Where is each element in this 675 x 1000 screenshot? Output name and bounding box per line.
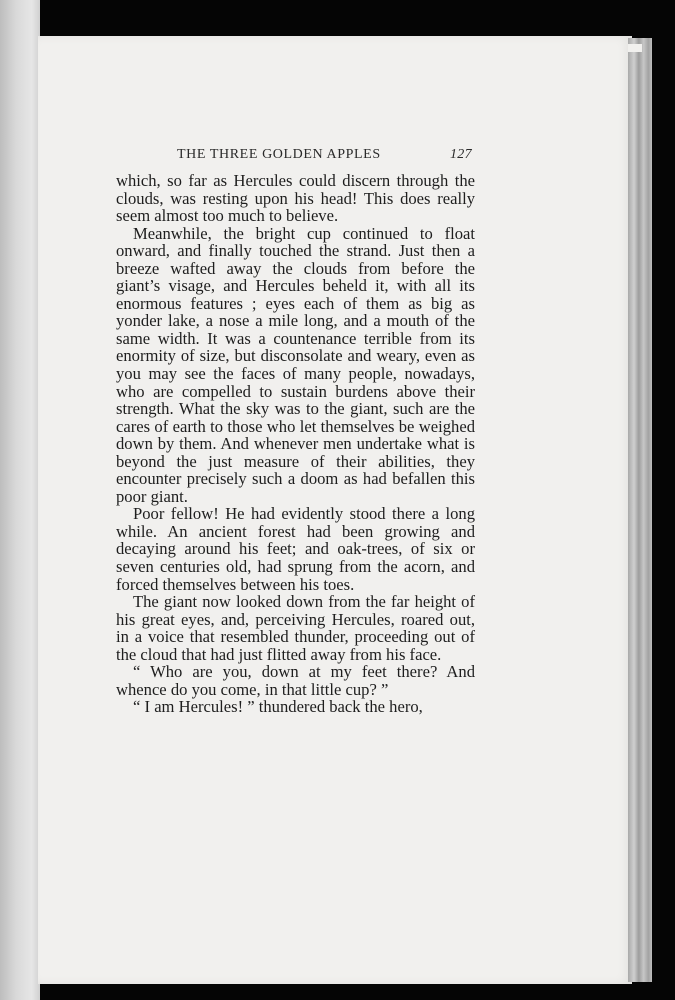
paragraph: Poor fellow! He had evidently stood there a long while. An ancient forest had been growing and decaying around his feet; and oak-trees, of six or seven centuries old, had sprung from the acorn, and forced themselves between his toes. [116,504,475,594]
facing-page-edge [0,0,40,1000]
page-corner [628,44,642,52]
paragraph: Meanwhile, the bright cup continued to float onward, and finally touched the strand. Just then a breeze wafted away the clouds from before the giant’s visage, and Hercules beheld it, with all its enormous features ; eyes each of them as big as yonder lake, a nose a mile long, and a mouth of the same width. It was a countenance terrible from its enormity of size, but disconsolate and weary, even as you may see the faces of many people, nowadays, who are compelled to sustain burdens above their strength. What the sky was to the giant, such are the cares of earth to those who let themselves be weighed down by them. And whenever men undertake what is beyond the just measure of their abilities, they encounter precisely such a doom as had befallen this poor giant. [116,223,475,506]
page-stack-edge [628,38,652,982]
paragraph: which, so far as Hercules could discern through the clouds, was resting upon his head! This does really seem almost too much to believe. [116,171,475,226]
paragraph: The giant now looked down from the far height of his great eyes, and, perceiving Hercules, roared out, in a voice that resembled thunder, proceeding out of the cloud that had just flitted away from his face. [116,592,475,664]
running-title: THE THREE GOLDEN APPLES [177,147,381,162]
body-text [116,172,475,716]
page-number: 127 [450,147,472,162]
paragraph: “ Who are you, down at my feet there? And whence do you come, in that little cup? ” [116,662,475,699]
paragraph: “ I am Hercules! ” thundered back the hero, [133,697,423,717]
